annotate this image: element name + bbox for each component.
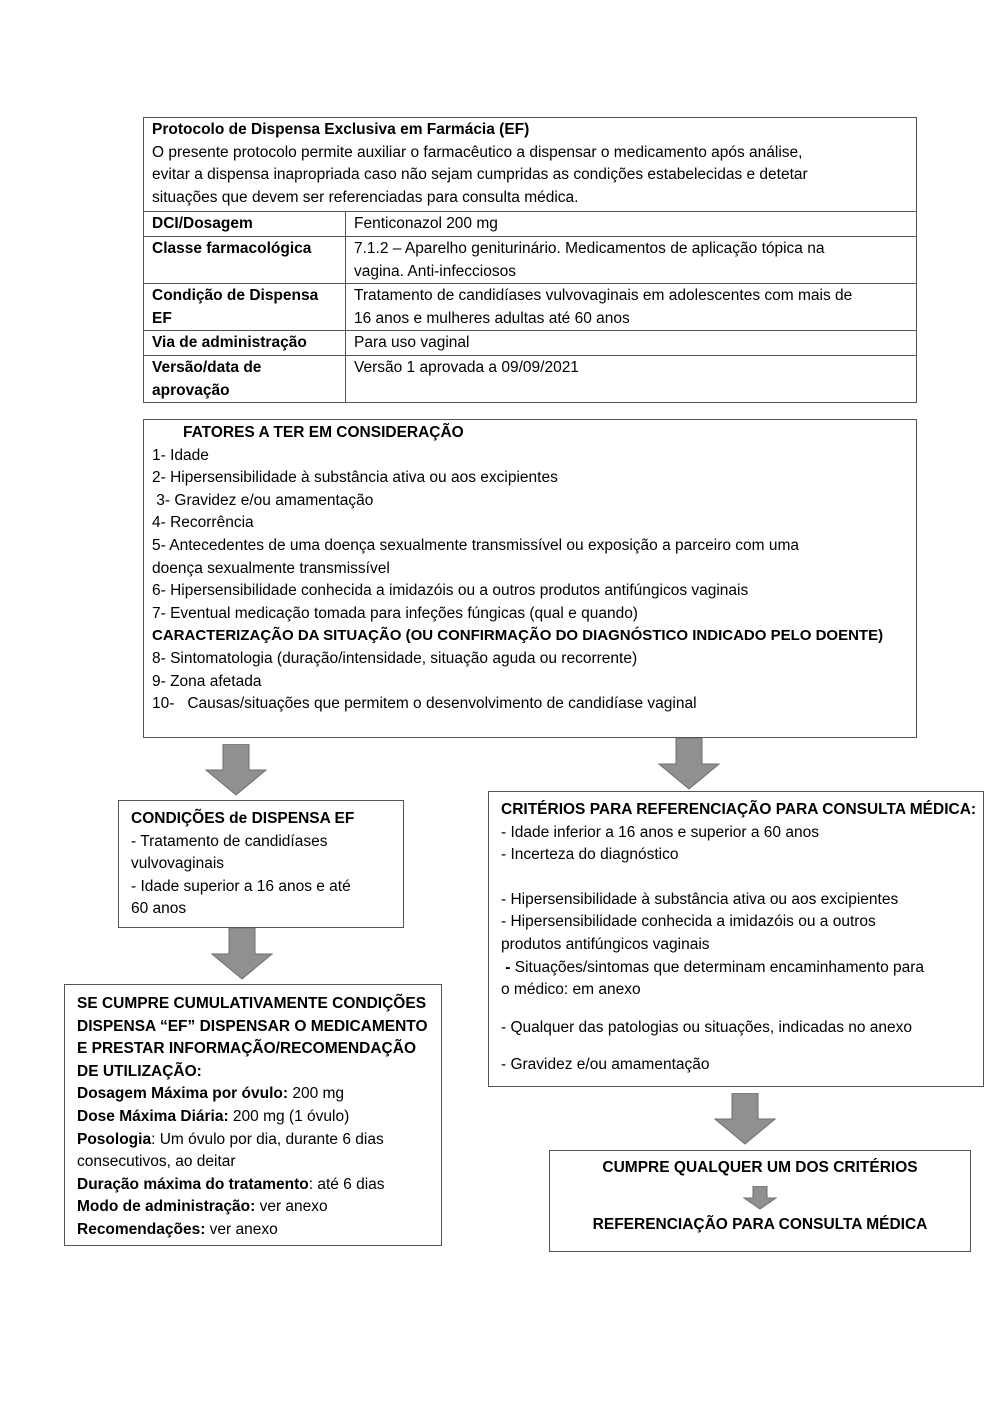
row-label: Classe farmacológica	[152, 239, 312, 257]
factor-item: 1- Idade	[152, 446, 209, 464]
criteria-item: - Idade inferior a 16 anos e superior a 60 anos	[501, 823, 819, 841]
row-value: Tratamento de candidíases vulvovaginais em adolescentes com mais de	[354, 287, 853, 305]
comply-title: DE UTILIZAÇÃO:	[77, 1062, 202, 1080]
factor-item: 2- Hipersensibilidade à substância ativa ou aos excipientes	[152, 469, 558, 487]
referral-text: REFERENCIAÇÃO PARA CONSULTA MÉDICA	[592, 1215, 928, 1233]
protocol-intro-line: O presente protocolo permite auxiliar o farmacêutico a dispensar o medicamento após análise,	[152, 143, 803, 161]
conditions-title: CONDIÇÕES de DISPENSA EF	[131, 810, 355, 827]
factor-item: 3- Gravidez e/ou amamentação	[152, 491, 374, 509]
criteria-item: - Incerteza do diagnóstico	[501, 846, 679, 864]
criteria-item: produtos antifúngicos vaginais	[501, 935, 710, 953]
down-arrow-icon	[714, 1093, 776, 1145]
criteria-item: - Gravidez e/ou amamentação	[501, 1056, 710, 1074]
factors-box	[143, 419, 917, 738]
condition-line: - Idade superior a 16 anos e até	[131, 877, 351, 895]
down-arrow-icon	[743, 1186, 777, 1210]
protocol-grid	[143, 117, 917, 403]
criteria-title: CRITÉRIOS PARA REFERENCIAÇÃO PARA CONSULTA MÉDICA:	[501, 801, 977, 818]
max-daily-value: 200 mg (1 óvulo)	[228, 1107, 350, 1125]
comply-title: DISPENSA “EF” DISPENSAR O MEDICAMENTO	[77, 1017, 428, 1035]
row-value: Versão 1 aprovada a 09/09/2021	[354, 358, 579, 376]
factor-item: 7- Eventual medicação tomada para infeções fúngicas (qual e quando)	[152, 604, 638, 622]
down-arrow-icon	[658, 738, 720, 790]
criteria-dash: -	[501, 958, 511, 976]
duration-value: : até 6 dias	[308, 1175, 385, 1193]
dispense-instructions-box	[64, 984, 442, 1246]
protocol-table	[143, 117, 917, 398]
criteria-item: Situações/sintomas que determinam encaminhamento para	[510, 958, 925, 976]
protocol-intro-line: evitar a dispensa inapropriada caso não sejam cumpridas as condições estabelecidas e detetar	[152, 166, 808, 184]
comply-title: SE CUMPRE CUMULATIVAMENTE CONDIÇÕES	[77, 995, 427, 1012]
comply-title: E PRESTAR INFORMAÇÃO/RECOMENDAÇÃO	[77, 1040, 416, 1058]
factor-item: doença sexualmente transmissível	[152, 559, 390, 577]
recommendations-value: ver anexo	[205, 1220, 278, 1238]
situation-title: CARACTERIZAÇÃO DA SITUAÇÃO (OU CONFIRMAÇÃO DO DIAGNÓSTICO INDICADO PELO DOENTE)	[152, 627, 884, 645]
criteria-item: o médico: em anexo	[501, 981, 641, 999]
factor-item: 10- Causas/situações que permitem o desenvolvimento de candidíase vaginal	[152, 695, 697, 713]
protocol-intro-line: situações que devem ser referenciadas para consulta médica.	[152, 188, 579, 206]
max-daily-label: Dose Máxima Diária:	[77, 1107, 229, 1125]
criteria-met-text: CUMPRE QUALQUER UM DOS CRITÉRIOS	[602, 1159, 918, 1176]
factor-item: 4- Recorrência	[152, 514, 254, 532]
duration-label: Duração máxima do tratamento	[77, 1175, 309, 1193]
posology-value: : Um óvulo por dia, durante 6 dias	[151, 1130, 384, 1148]
row-value: Fenticonazol 200 mg	[354, 215, 498, 233]
condition-line: - Tratamento de candidíases	[131, 832, 328, 850]
criteria-item: - Hipersensibilidade conhecida a imidazóis ou a outros	[501, 913, 876, 931]
row-label: Condição de Dispensa	[152, 287, 319, 305]
row-label: Via de administração	[152, 334, 307, 352]
referral-criteria-box	[488, 791, 984, 1087]
recommendations-label: Recomendações:	[77, 1220, 206, 1238]
down-arrow-icon	[211, 928, 273, 980]
factor-item: 8- Sintomatologia (duração/intensidade, situação aguda ou recorrente)	[152, 649, 638, 667]
protocol-row-route	[144, 331, 917, 356]
row-value: 7.1.2 – Aparelho geniturinário. Medicamentos de aplicação tópica na	[354, 239, 825, 257]
posology-label: Posologia	[77, 1130, 152, 1148]
row-label: Versão/data de	[152, 358, 262, 376]
row-label: aprovação	[152, 381, 230, 399]
protocol-row-condition	[144, 284, 917, 331]
row-value: Para uso vaginal	[354, 334, 470, 352]
row-label: DCI/Dosagem	[152, 215, 253, 233]
max-ovule-label: Dosagem Máxima por óvulo:	[77, 1085, 289, 1103]
condition-line: 60 anos	[131, 900, 187, 918]
down-arrow-icon	[205, 744, 267, 796]
row-label: EF	[152, 309, 172, 327]
protocol-title: Protocolo de Dispensa Exclusiva em Farmácia (EF)	[152, 121, 530, 138]
factors-title: FATORES A TER EM CONSIDERAÇÃO	[183, 424, 464, 441]
final-referral-box	[549, 1150, 971, 1252]
criteria-item: - Qualquer das patologias ou situações, indicadas no anexo	[501, 1018, 913, 1036]
protocol-row-class	[144, 236, 917, 283]
row-value: 16 anos e mulheres adultas até 60 anos	[354, 309, 630, 327]
protocol-row-dci	[144, 212, 917, 237]
posology-value: consecutivos, ao deitar	[77, 1153, 236, 1171]
protocol-row-version	[144, 355, 917, 402]
factor-item: 6- Hipersensibilidade conhecida a imidazóis ou a outros produtos antifúngicos vaginais	[152, 582, 749, 600]
row-value: vagina. Anti-infecciosos	[354, 262, 516, 280]
max-ovule-value: 200 mg	[288, 1085, 345, 1103]
dispense-conditions-box	[118, 800, 404, 928]
factor-item: 9- Zona afetada	[152, 672, 262, 690]
admin-value: ver anexo	[255, 1198, 328, 1216]
criteria-item: - Hipersensibilidade à substância ativa ou aos excipientes	[501, 890, 899, 908]
admin-label: Modo de administração:	[77, 1198, 256, 1216]
condition-line: vulvovaginais	[131, 855, 225, 873]
protocol-header-cell	[144, 118, 917, 212]
factor-item: 5- Antecedentes de uma doença sexualmente transmissível ou exposição a parceiro com uma	[152, 536, 800, 554]
